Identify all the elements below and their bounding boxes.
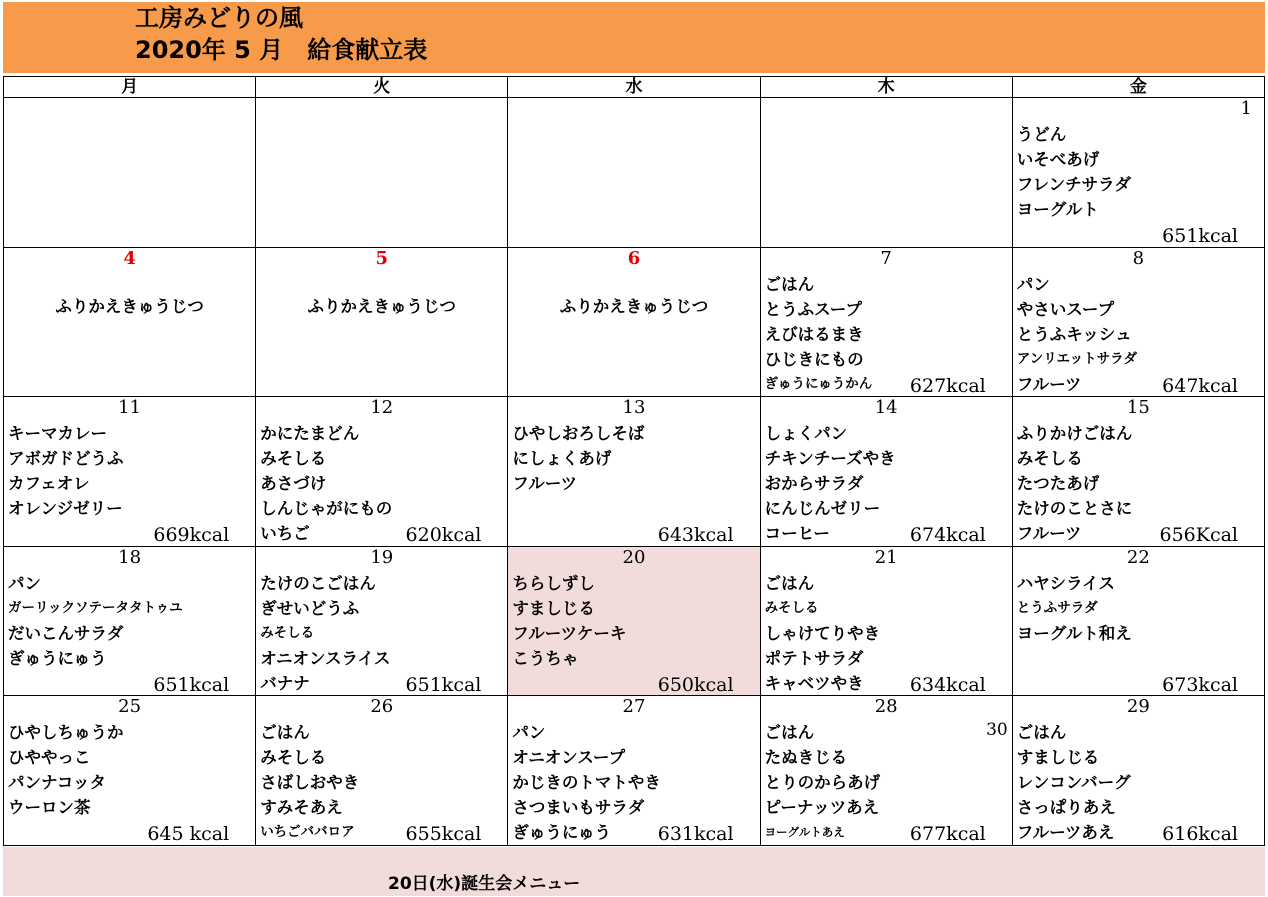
day-number: 14 xyxy=(874,397,898,419)
day-cell-content xyxy=(1013,547,1264,695)
day-number: 26 xyxy=(370,696,394,718)
day-cell-content xyxy=(1013,397,1264,545)
calorie-value: 634kcal xyxy=(909,673,986,696)
day-cell xyxy=(256,696,508,846)
day-cell-content xyxy=(508,98,759,246)
menu-item: いちごババロア xyxy=(260,824,355,841)
day-cell xyxy=(256,546,508,696)
day-number: 28 xyxy=(874,696,898,718)
menu-title: 2020年 5 月 給食献立表 xyxy=(135,36,428,64)
menu-item: しゃけてりやき xyxy=(764,623,881,643)
day-cell xyxy=(4,98,256,248)
calorie-value: 677kcal xyxy=(909,823,986,846)
day-cell-content xyxy=(508,397,759,545)
menu-item: バナナ xyxy=(260,673,310,693)
menu-item: フルーツケーキ xyxy=(512,623,627,643)
day-cell-content xyxy=(761,696,1012,844)
menu-item: チキンチーズやき xyxy=(764,449,896,469)
menu-item: カフェオレ xyxy=(8,474,90,494)
weekday-header: 木 xyxy=(760,77,1012,98)
day-cell xyxy=(256,98,508,248)
calorie-value: 627kcal xyxy=(909,374,986,397)
day-number: 6 xyxy=(627,247,641,269)
day-cell-content xyxy=(256,696,507,844)
day-cell xyxy=(760,696,1012,846)
calorie-value: 651kcal xyxy=(1162,225,1238,247)
day-cell-content xyxy=(256,397,507,545)
day-cell-content xyxy=(256,98,507,246)
menu-item: しょくパン xyxy=(764,424,848,444)
day-cell xyxy=(508,98,760,248)
menu-item: ふりかけごはん xyxy=(1016,424,1133,444)
menu-item: みそしる xyxy=(260,748,327,768)
day-cell xyxy=(508,247,760,397)
menu-item: さっぱりあえ xyxy=(1016,798,1116,818)
calorie-value: 631kcal xyxy=(657,823,734,846)
menu-list xyxy=(4,421,255,521)
menu-item: ひやしおろしそば xyxy=(512,424,645,444)
calorie-value: 651kcal xyxy=(405,673,482,696)
menu-item: いそべあげ xyxy=(1016,150,1100,169)
menu-item: おからサラダ xyxy=(764,474,864,494)
calorie-value: 674kcal xyxy=(909,524,986,547)
day-cell xyxy=(760,247,1012,397)
day-number: 1 xyxy=(1240,98,1252,119)
calorie-value: 651kcal xyxy=(153,673,230,696)
day-number: 27 xyxy=(622,696,646,718)
day-number: 25 xyxy=(118,696,142,718)
day-cell xyxy=(4,397,256,547)
menu-item: とうふキッシュ xyxy=(1016,324,1132,344)
day-cell-content xyxy=(1013,696,1264,844)
day-cell xyxy=(4,696,256,846)
day-number xyxy=(761,98,1012,122)
menu-item: みそしる xyxy=(260,449,327,469)
calorie-value: 655kcal xyxy=(405,823,482,846)
menu-item: ぎゅうにゅう xyxy=(8,648,107,668)
menu-item: フレンチサラダ xyxy=(1016,175,1132,194)
menu-item: ハヤシライス xyxy=(1016,573,1115,593)
day-cell-content xyxy=(508,547,759,695)
calorie-value: 647kcal xyxy=(1162,374,1238,397)
day-number xyxy=(256,98,507,122)
menu-item: たぬきじる xyxy=(764,748,848,768)
menu-item: ヨーグルトあえ xyxy=(764,825,845,840)
menu-item: ひじきにもの xyxy=(764,349,864,369)
week-row xyxy=(4,247,1265,397)
weekday-header-row xyxy=(4,77,1265,98)
menu-item: こうちゃ xyxy=(512,648,579,668)
menu-item: キーマカレー xyxy=(8,424,107,444)
day-number: 8 xyxy=(1132,247,1145,269)
menu-item: とりのからあげ xyxy=(764,773,881,793)
day-cell xyxy=(1012,247,1264,397)
weekday-header: 月 xyxy=(4,77,256,98)
day-cell xyxy=(1012,546,1264,696)
menu-list xyxy=(4,571,255,671)
day-number: 21 xyxy=(874,546,898,568)
day-cell-content xyxy=(761,547,1012,695)
footer-note-area xyxy=(3,847,1265,896)
day-number: 20 xyxy=(622,546,646,568)
day-cell xyxy=(1012,98,1264,248)
day-number: 29 xyxy=(1126,696,1150,718)
menu-item: ぎゅうにゅう xyxy=(512,823,612,843)
day-number: 13 xyxy=(622,397,646,419)
menu-item: オレンジゼリー xyxy=(8,499,123,519)
menu-item: オニオンスープ xyxy=(512,748,626,768)
menu-item: ピーナッツあえ xyxy=(764,798,880,818)
day-number: 15 xyxy=(1126,397,1150,419)
day-cell xyxy=(760,397,1012,547)
day-cell-content xyxy=(508,696,759,844)
menu-item: さばしおやき xyxy=(260,773,360,793)
day-number: 19 xyxy=(370,546,394,568)
menu-item: ウーロン茶 xyxy=(8,798,91,818)
day-cell-content xyxy=(4,397,255,545)
menu-item: えびはるまき xyxy=(764,324,864,344)
menu-item: キャベツやき xyxy=(764,673,864,693)
day-number: 5 xyxy=(375,247,389,269)
menu-item: パン xyxy=(512,723,546,743)
menu-item: レンコンバーグ xyxy=(1016,773,1131,793)
day-cell xyxy=(508,397,760,547)
birthday-menu-note: 20日(水)誕生会メニュー xyxy=(388,874,581,894)
day-number xyxy=(4,98,255,122)
menu-list xyxy=(1013,122,1264,222)
day-number: 4 xyxy=(123,247,136,269)
menu-item: だいこんサラダ xyxy=(8,623,124,643)
menu-item: たつたあげ xyxy=(1016,474,1100,494)
weekday-header: 火 xyxy=(256,77,508,98)
day-cell-content xyxy=(4,98,255,246)
weekday-header: 水 xyxy=(508,77,760,98)
day-number xyxy=(508,98,759,122)
menu-item: ちらしずし xyxy=(512,573,595,593)
day-cell xyxy=(508,696,760,846)
day-cell-content xyxy=(761,98,1012,246)
menu-list xyxy=(4,720,255,820)
day-cell-content xyxy=(256,248,507,396)
menu-item: すみそあえ xyxy=(260,798,343,818)
menu-item: うどん xyxy=(1016,125,1067,144)
menu-list xyxy=(1013,571,1264,646)
menu-item: フルーツ xyxy=(512,474,578,494)
menu-item: フルーツあえ xyxy=(1016,823,1115,843)
calorie-value: 650kcal xyxy=(657,673,734,696)
day-number: 18 xyxy=(118,546,142,568)
menu-item: すましじる xyxy=(1016,748,1100,768)
day-number: 22 xyxy=(1126,546,1150,568)
menu-item: フルーツ xyxy=(1016,374,1082,394)
week-row xyxy=(4,98,1265,248)
day-cell xyxy=(1012,397,1264,547)
menu-item: みそしる xyxy=(1016,449,1083,469)
menu-list xyxy=(508,571,759,671)
day-cell xyxy=(256,247,508,397)
menu-item: かにたまどん xyxy=(260,424,360,444)
menu-item: たけのこごはん xyxy=(260,573,376,593)
menu-item: しんじゃがにもの xyxy=(260,499,393,519)
menu-item: ぎせいどうふ xyxy=(260,598,360,618)
menu-item: ごはん xyxy=(1016,723,1067,743)
facility-name: 工房みどりの風 xyxy=(135,4,303,32)
calorie-value: 645 kcal xyxy=(147,823,230,846)
day-cell xyxy=(760,546,1012,696)
menu-item: とうふスープ xyxy=(764,299,862,319)
menu-item: ひやしちゅうか xyxy=(8,723,124,743)
page-header xyxy=(3,2,1265,73)
menu-item: かじきのトマトやき xyxy=(512,773,661,793)
menu-item: アボガドどうふ xyxy=(8,449,124,469)
holiday-label: ふりかえきゅうじつ xyxy=(559,296,709,316)
menu-item: オニオンスライス xyxy=(260,648,391,668)
menu-item: とうふサラダ xyxy=(1016,599,1098,616)
menu-item: ごはん xyxy=(764,573,815,593)
day-cell xyxy=(1012,696,1264,846)
menu-item: ぎゅうにゅうかん xyxy=(764,375,873,392)
menu-item: フルーツ xyxy=(1016,524,1082,544)
menu-item: ヨーグルト xyxy=(1016,200,1099,219)
menu-item: あさづけ xyxy=(260,474,327,494)
calorie-value: 673kcal xyxy=(1162,673,1238,696)
week-row xyxy=(4,397,1265,547)
day-cell-content xyxy=(4,248,255,396)
day-number: 7 xyxy=(880,247,892,269)
menu-item: パンナコッタ xyxy=(8,773,107,793)
menu-item: みそしる xyxy=(260,624,315,641)
menu-item: ひややっこ xyxy=(8,748,91,768)
menu-item: やさいスープ xyxy=(1016,299,1115,319)
day-cell-content xyxy=(1013,248,1264,396)
menu-item: にんじんゼリー xyxy=(764,499,881,519)
menu-item: ポテトサラダ xyxy=(764,648,864,668)
menu-item: パン xyxy=(1016,274,1050,294)
menu-list xyxy=(508,421,759,496)
day-cell-content xyxy=(4,547,255,695)
day-cell-content xyxy=(256,547,507,695)
week-row xyxy=(4,696,1265,846)
menu-item: ガーリックソテータタトゥユ xyxy=(8,599,183,616)
week-row xyxy=(4,546,1265,696)
menu-item: みそしる xyxy=(764,599,819,616)
calorie-value: 656Kcal xyxy=(1159,524,1238,547)
menu-item: アンリエットサラダ xyxy=(1016,350,1138,367)
day-cell xyxy=(256,397,508,547)
day-cell-content xyxy=(761,397,1012,545)
menu-item: たけのことさに xyxy=(1016,499,1133,519)
day-cell xyxy=(4,546,256,696)
day-cell-content xyxy=(4,696,255,844)
menu-item: さつまいもサラダ xyxy=(512,798,645,818)
day-cell-content xyxy=(761,248,1012,396)
day-number: 11 xyxy=(118,397,142,419)
menu-item: にしょくあげ xyxy=(512,449,612,469)
calorie-value: 616kcal xyxy=(1162,823,1238,846)
day-cell xyxy=(508,546,760,696)
menu-item: いちご xyxy=(260,524,310,544)
day-cell xyxy=(760,98,1012,248)
menu-item: パン xyxy=(8,573,41,593)
menu-item: ヨーグルト和え xyxy=(1016,623,1132,643)
calorie-value: 643kcal xyxy=(657,524,734,547)
menu-item: ごはん xyxy=(260,723,310,743)
day-cell-content xyxy=(508,248,759,396)
holiday-label: ふりかえきゅうじつ xyxy=(55,296,204,316)
menu-item: すましじる xyxy=(512,598,595,618)
menu-item: ごはん xyxy=(764,723,815,743)
menu-item: ごはん xyxy=(764,274,815,294)
extra-day-number: 30 xyxy=(986,720,1008,741)
day-cell-content xyxy=(1013,98,1264,246)
weekday-header: 金 xyxy=(1012,77,1264,98)
holiday-label: ふりかえきゅうじつ xyxy=(307,296,457,316)
calorie-value: 620kcal xyxy=(405,524,482,547)
day-number: 12 xyxy=(370,397,394,419)
menu-item: コーヒー xyxy=(764,524,830,544)
calorie-value: 669kcal xyxy=(153,524,230,547)
calendar-table xyxy=(3,76,1265,846)
day-cell xyxy=(4,247,256,397)
